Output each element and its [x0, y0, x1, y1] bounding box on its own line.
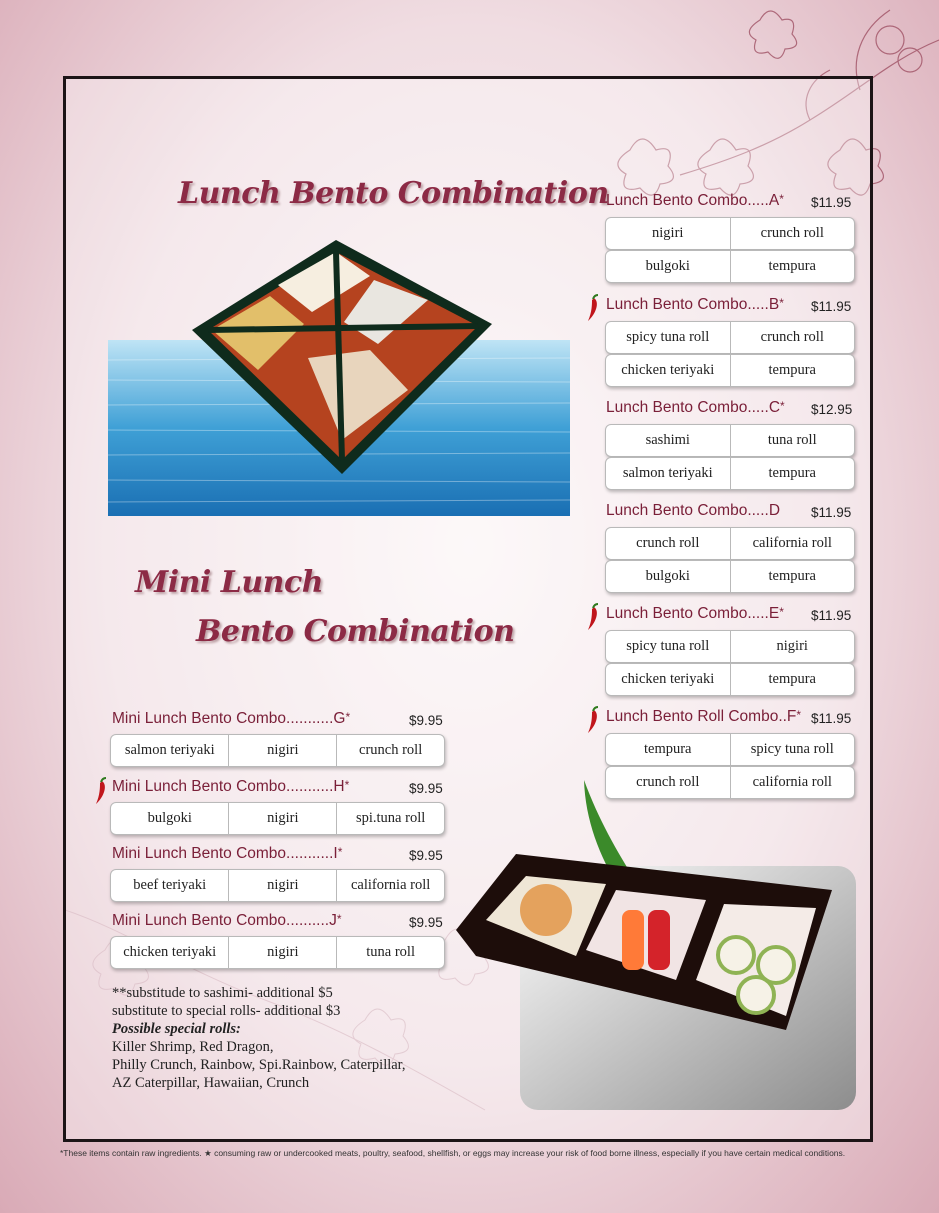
- mini-combo-heading: [112, 778, 349, 796]
- mini-combo-item: salmon teriyaki: [124, 742, 215, 758]
- lunch-combo-item: nigiri: [730, 631, 855, 662]
- mini-combo-item: chicken teriyaki: [123, 944, 217, 960]
- lunch-combo-item: spicy tuna roll: [730, 734, 855, 765]
- lunch-combo-item: bulgoki: [645, 568, 690, 584]
- lunch-combo-name: Lunch Bento Combo.....B: [606, 296, 780, 313]
- lunch-combo-heading: [606, 399, 785, 417]
- lunch-combo-items-row: [605, 663, 855, 696]
- note-sashimi: **substitude to sashimi- additional $5: [112, 985, 333, 1001]
- lunch-combo-star: *: [780, 399, 785, 413]
- lunch-combo-item: tempura: [730, 251, 855, 282]
- lunch-combo-name: Lunch Bento Combo.....D: [606, 502, 781, 519]
- lunch-combo-item: tempura: [730, 561, 855, 592]
- mini-combo-price: $9.95: [409, 915, 443, 930]
- lunch-combo-items-row: [605, 766, 855, 799]
- lunch-combo-name: Lunch Bento Combo.....A: [606, 192, 780, 209]
- mini-combo-item: spi.tuna roll: [336, 803, 444, 834]
- spicy-chili-icon: [586, 603, 600, 631]
- lunch-combo-price: $11.95: [811, 711, 852, 726]
- lunch-combo-items-row: [605, 630, 855, 663]
- lunch-combo-item: chicken teriyaki: [621, 362, 715, 378]
- special-rolls-line3: AZ Caterpillar, Hawaiian, Crunch: [112, 1075, 310, 1091]
- lunch-combo-name: Lunch Bento Combo.....E: [606, 605, 780, 622]
- lunch-combo-item: nigiri: [652, 225, 684, 241]
- lunch-combo-item: tempura: [730, 355, 855, 386]
- mini-combo-item: california roll: [336, 870, 444, 901]
- mini-combo-heading: [112, 710, 350, 728]
- mini-combo-name: Mini Lunch Bento Combo...........I: [112, 845, 338, 862]
- mini-combo-items-row: [110, 802, 445, 835]
- lunch-combo-price: $11.95: [811, 505, 852, 520]
- mini-combo-heading: [112, 845, 342, 863]
- lunch-combo-items-row: [605, 354, 855, 387]
- lunch-combo-star: *: [779, 296, 784, 310]
- spicy-chili-icon: [586, 706, 600, 734]
- mini-combo-price: $9.95: [409, 848, 443, 863]
- mini-combo-item: nigiri: [228, 803, 336, 834]
- lunch-combo-items-row: [605, 457, 855, 490]
- mini-combo-heading: [112, 912, 342, 930]
- mini-combo-items-row: [110, 936, 445, 969]
- special-rolls-line2: Philly Crunch, Rainbow, Spi.Rainbow, Caterpillar,: [112, 1057, 406, 1073]
- lunch-combo-item: crunch roll: [636, 535, 700, 551]
- lunch-combo-items-row: [605, 424, 855, 457]
- lunch-combo-item: chicken teriyaki: [621, 671, 715, 687]
- lunch-combo-name: Lunch Bento Roll Combo..F: [606, 708, 797, 725]
- mini-combo-price: $9.95: [409, 713, 443, 728]
- lunch-combo-items-row: [605, 560, 855, 593]
- lunch-combo-item: california roll: [730, 767, 855, 798]
- lunch-combo-item: crunch roll: [730, 218, 855, 249]
- lunch-combo-items-row: [605, 321, 855, 354]
- lunch-combo-item: sashimi: [645, 432, 690, 448]
- lunch-combo-items-row: [605, 527, 855, 560]
- lunch-combo-price: $11.95: [811, 299, 852, 314]
- lunch-combo-name: Lunch Bento Combo.....C: [606, 399, 781, 416]
- lunch-combo-item: crunch roll: [730, 322, 855, 353]
- mini-combo-star: *: [337, 845, 343, 859]
- lunch-combo-heading: [606, 296, 784, 314]
- lunch-combo-price: $11.95: [811, 195, 852, 210]
- spicy-chili-icon: [586, 294, 600, 322]
- mini-combo-item: nigiri: [228, 937, 336, 968]
- lunch-combo-heading: [606, 502, 780, 520]
- mini-combo-item: bulgoki: [147, 810, 192, 826]
- mini-combo-item: crunch roll: [336, 735, 444, 766]
- mini-combo-item: nigiri: [228, 870, 336, 901]
- note-special-rolls: substitute to special rolls- additional $3: [112, 1003, 341, 1019]
- mini-combo-items-row: [110, 869, 445, 902]
- lunch-combo-star: *: [779, 605, 784, 619]
- lunch-combo-items-row: [605, 250, 855, 283]
- mini-combo-price: $9.95: [409, 781, 443, 796]
- lunch-combo-heading: [606, 708, 801, 726]
- mini-combo-name: Mini Lunch Bento Combo...........G: [112, 710, 346, 727]
- mini-combo-item: tuna roll: [336, 937, 444, 968]
- lunch-combo-item: salmon teriyaki: [622, 465, 713, 481]
- mini-combo-item: beef teriyaki: [133, 877, 207, 893]
- lunch-combo-heading: [606, 605, 784, 623]
- lunch-combo-star: *: [796, 708, 802, 722]
- lunch-combo-item: crunch roll: [636, 774, 700, 790]
- lunch-combo-item: tuna roll: [730, 425, 855, 456]
- special-rolls-line1: Killer Shrimp, Red Dragon,: [112, 1039, 274, 1055]
- notes-block: [112, 984, 406, 1092]
- mini-combo-star: *: [336, 912, 342, 926]
- spicy-chili-icon: [94, 777, 108, 805]
- lunch-combo-item: tempura: [730, 458, 855, 489]
- mini-combo-items-row: [110, 734, 445, 767]
- lunch-combo-heading: [606, 192, 784, 210]
- lunch-combo-item: bulgoki: [645, 258, 690, 274]
- lunch-combo-item: spicy tuna roll: [626, 329, 710, 345]
- mini-lunch-title-line2: Bento Combination: [196, 614, 515, 649]
- mini-combo-name: Mini Lunch Bento Combo...........H: [112, 778, 345, 795]
- lunch-combo-item: spicy tuna roll: [626, 638, 710, 654]
- mini-combo-star: *: [344, 778, 350, 792]
- lunch-combo-item: tempura: [730, 664, 855, 695]
- footer-disclaimer: *These items contain raw ingredients. ★ consuming raw or undercooked meats, poultry, seafood, shellfish, or eggs may increase your risk of food borne illness, especially if you have certain medical conditions.: [60, 1148, 846, 1158]
- lunch-combo-star: *: [779, 192, 784, 206]
- lunch-bento-title: Lunch Bento Combination: [178, 176, 609, 211]
- lunch-bento-photo: [108, 240, 570, 516]
- lunch-combo-items-row: [605, 217, 855, 250]
- lunch-combo-item: tempura: [643, 741, 692, 757]
- mini-combo-star: *: [345, 710, 351, 724]
- lunch-combo-items-row: [605, 733, 855, 766]
- mini-lunch-title-line1: Mini Lunch: [135, 565, 324, 600]
- mini-bento-photo: [456, 780, 856, 1110]
- lunch-combo-price: $11.95: [811, 608, 852, 623]
- mini-combo-name: Mini Lunch Bento Combo..........J: [112, 912, 337, 929]
- lunch-combo-price: $12.95: [811, 402, 853, 417]
- special-rolls-heading: Possible special rolls:: [112, 1021, 241, 1037]
- mini-combo-item: nigiri: [228, 735, 336, 766]
- lunch-combo-item: california roll: [730, 528, 855, 559]
